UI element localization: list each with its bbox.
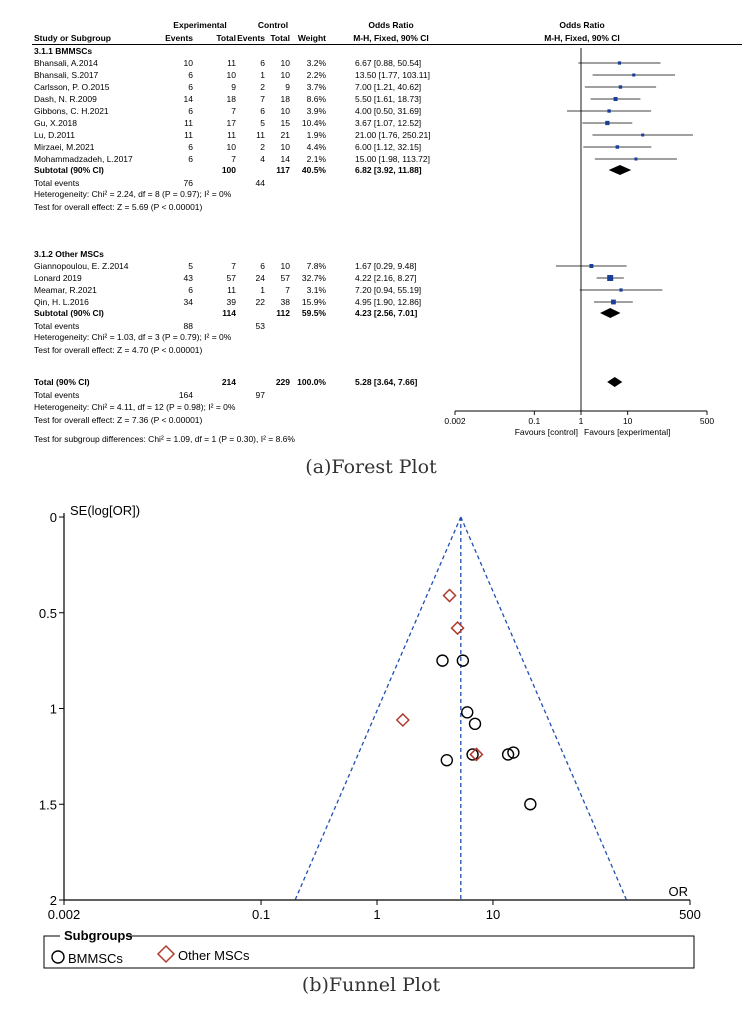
forest-x-tick-label: 500 [699, 416, 715, 426]
header-total-exp: Total [216, 33, 236, 43]
funnel-right-limit [461, 517, 627, 900]
total-events-label: Total events [34, 178, 80, 188]
header-control: Control [257, 20, 289, 30]
study-weight: 2.2% [306, 70, 326, 80]
study-marker [607, 109, 610, 112]
header-events-exp: Events [165, 33, 193, 43]
total-weight: 100.0% [297, 377, 326, 387]
funnel-point-bmmsc [457, 655, 468, 666]
study-ctrl-total: 10 [280, 58, 290, 68]
legend-label-other-msc: Other MSCs [178, 948, 250, 963]
total-label: Total (90% CI) [34, 377, 90, 387]
study-weight: 7.8% [306, 261, 326, 271]
study-ctrl-total: 7 [285, 285, 290, 295]
total-events-exp: 88 [183, 321, 193, 331]
study-exp-events: 6 [188, 142, 193, 152]
study-ctrl-events: 2 [260, 142, 265, 152]
study-exp-total: 7 [231, 154, 236, 164]
study-exp-events: 43 [183, 273, 193, 283]
forest-x-tick-label: 10 [622, 416, 633, 426]
study-exp-events: 11 [184, 118, 193, 128]
funnel-point-bmmsc [470, 718, 481, 729]
study-name: Gu, X.2018 [34, 118, 78, 128]
funnel-x-tick-label: 500 [679, 907, 701, 922]
study-marker [618, 61, 621, 64]
total-diamond [607, 377, 622, 387]
study-exp-total: 10 [226, 142, 236, 152]
funnel-y-axis-label: SE(log[OR]) [70, 503, 141, 518]
total-exp-total: 214 [221, 377, 236, 387]
study-ctrl-total: 15 [280, 118, 290, 128]
subtotal-ctrl-total: 112 [276, 308, 290, 318]
funnel-point-other-msc [397, 714, 409, 726]
study-weight: 3.7% [306, 82, 326, 92]
funnel-point-bmmsc [525, 799, 536, 810]
forest-plot [0, 0, 742, 450]
study-ctrl-total: 10 [280, 261, 290, 271]
study-ctrl-total: 57 [280, 273, 290, 283]
funnel-point-other-msc [452, 622, 464, 634]
study-marker [614, 97, 618, 101]
subgroup-title: 3.1.1 BMMSCs [34, 46, 93, 56]
funnel-x-tick-label: 0.002 [47, 907, 81, 922]
subgroup-title: 3.1.2 Other MSCs [34, 249, 104, 259]
subgroup-difference-text: Test for subgroup differences: Chi² = 1.09, df = 1 (P = 0.30), I² = 8.6% [34, 434, 295, 444]
header-study: Study or Subgroup [34, 33, 111, 43]
legend-circle-icon [52, 951, 64, 963]
study-weight: 8.6% [306, 94, 326, 104]
subtotal-weight: 59.5% [301, 308, 326, 318]
funnel-x-tick-label: 10 [485, 907, 501, 922]
heterogeneity-text: Heterogeneity: Chi² = 2.24, df = 8 (P = 0.97); I² = 0% [34, 189, 232, 199]
forest-x-tick-label: 0.1 [528, 416, 541, 426]
study-or-ci: 13.50 [1.77, 103.11] [355, 70, 430, 80]
funnel-y-tick-label: 0.5 [38, 605, 57, 621]
study-exp-events: 5 [188, 261, 193, 271]
study-name: Bhansali, A.2014 [34, 58, 98, 68]
funnel-y-tick-label: 1 [49, 701, 57, 717]
subtotal-exp-total: 114 [222, 308, 236, 318]
study-marker [634, 157, 637, 160]
study-name: Qin, H. L.2016 [34, 297, 89, 307]
funnel-point-bmmsc [437, 655, 448, 666]
study-marker [616, 145, 619, 148]
study-marker [632, 73, 635, 76]
header-experimental: Experimental [173, 20, 227, 30]
funnel-x-axis-label: OR [668, 884, 688, 899]
study-ctrl-total: 10 [280, 70, 290, 80]
study-or-ci: 3.67 [1.07, 12.52] [355, 118, 422, 128]
study-weight: 3.1% [306, 285, 326, 295]
study-name: Dash, N. R.2009 [34, 94, 97, 104]
study-exp-events: 6 [188, 285, 193, 295]
study-ctrl-events: 1 [260, 70, 265, 80]
study-exp-events: 6 [188, 82, 193, 92]
header-total-ctrl: Total [270, 33, 290, 43]
study-name: Lu, D.2011 [34, 130, 75, 140]
study-ctrl-events: 6 [260, 106, 265, 116]
study-ctrl-total: 9 [285, 82, 290, 92]
funnel-point-bmmsc [467, 749, 478, 760]
study-weight: 32.7% [301, 273, 326, 283]
subtotal-diamond [609, 165, 631, 175]
study-or-ci: 4.22 [2.16, 8.27] [355, 273, 417, 283]
study-weight: 15.9% [301, 297, 326, 307]
study-weight: 1.9% [306, 130, 326, 140]
study-ctrl-events: 6 [260, 58, 265, 68]
study-exp-total: 17 [226, 118, 236, 128]
study-exp-total: 39 [226, 297, 236, 307]
study-ctrl-events: 24 [255, 273, 265, 283]
study-exp-events: 6 [188, 154, 193, 164]
total-events-exp: 76 [183, 178, 193, 188]
study-ctrl-events: 6 [260, 261, 265, 271]
favours-control-label: Favours [control] [514, 427, 578, 437]
funnel-x-tick-label: 0.1 [251, 907, 271, 922]
forest-x-tick-label: 1 [578, 416, 584, 426]
total-events-label: Total events [34, 321, 80, 331]
study-name: Bhansali, S.2017 [34, 70, 99, 80]
study-ctrl-events: 2 [260, 82, 265, 92]
study-ctrl-events: 1 [260, 285, 265, 295]
header-weight: Weight [297, 33, 326, 43]
study-marker [607, 275, 613, 281]
forest-plot-caption: (a)Forest Plot [305, 456, 437, 478]
study-exp-events: 34 [183, 297, 193, 307]
study-exp-total: 11 [227, 285, 236, 295]
funnel-point-bmmsc [462, 707, 473, 718]
study-name: Giannopoulou, E. Z.2014 [34, 261, 129, 271]
study-weight: 3.2% [306, 58, 326, 68]
overall-test-text: Test for overall effect: Z = 7.36 (P < 0.00001) [34, 415, 203, 425]
study-ctrl-total: 21 [280, 130, 290, 140]
subtotal-label: Subtotal (90% CI) [34, 165, 104, 175]
study-or-ci: 4.95 [1.90, 12.86] [355, 297, 422, 307]
study-ctrl-total: 10 [280, 142, 290, 152]
study-marker [641, 134, 644, 137]
funnel-left-limit [295, 517, 461, 900]
study-or-ci: 15.00 [1.98, 113.72] [355, 154, 430, 164]
overall-total-events-ctrl: 97 [255, 390, 265, 400]
subtotal-weight: 40.5% [301, 165, 326, 175]
study-or-ci: 21.00 [1.76, 250.21] [355, 130, 431, 140]
subtotal-or-ci: 6.82 [3.92, 11.88] [355, 165, 422, 175]
study-ctrl-events: 4 [260, 154, 265, 164]
study-or-ci: 5.50 [1.61, 18.73] [355, 94, 422, 104]
forest-x-tick-label: 0.002 [444, 416, 466, 426]
funnel-plot-caption: (b)Funnel Plot [301, 974, 441, 996]
funnel-point-bmmsc [441, 755, 452, 766]
study-or-ci: 6.00 [1.12, 32.15] [355, 142, 422, 152]
subtotal-ctrl-total: 117 [276, 165, 290, 175]
total-ctrl-total: 229 [275, 377, 290, 387]
study-weight: 10.4% [301, 118, 326, 128]
study-ctrl-total: 10 [280, 106, 290, 116]
study-or-ci: 6.67 [0.88, 50.54] [355, 58, 422, 68]
legend-frame [44, 936, 694, 968]
funnel-y-tick-label: 2 [49, 893, 57, 908]
legend-label-bmmsc: BMMSCs [68, 951, 123, 966]
study-name: Mirzaei, M.2021 [34, 142, 95, 152]
legend-title: Subgroups [64, 928, 133, 943]
heterogeneity-text: Heterogeneity: Chi² = 1.03, df = 3 (P = 0.79); I² = 0% [34, 332, 232, 342]
subtotal-diamond [600, 308, 620, 318]
study-exp-total: 18 [226, 94, 236, 104]
overall-total-events-label: Total events [34, 390, 80, 400]
study-marker [619, 288, 622, 291]
study-or-ci: 7.00 [1.21, 40.62] [355, 82, 422, 92]
study-marker [605, 121, 609, 125]
study-ctrl-events: 5 [260, 118, 265, 128]
subtotal-exp-total: 100 [221, 165, 236, 175]
study-exp-total: 11 [227, 58, 236, 68]
subtotal-or-ci: 4.23 [2.56, 7.01] [355, 308, 418, 318]
header-method-plot: M-H, Fixed, 90% CI [544, 33, 620, 43]
study-exp-total: 11 [227, 130, 236, 140]
overall-heterogeneity-text: Heterogeneity: Chi² = 4.11, df = 12 (P = 0.98); I² = 0% [34, 402, 236, 412]
study-or-ci: 7.20 [0.94, 55.19] [355, 285, 422, 295]
study-exp-events: 14 [183, 94, 193, 104]
study-name: Meamar, R.2021 [34, 285, 97, 295]
header-odds-ratio: Odds Ratio [368, 20, 414, 30]
study-weight: 3.9% [306, 106, 326, 116]
funnel-point-other-msc [444, 590, 456, 602]
study-exp-total: 7 [231, 261, 236, 271]
study-exp-events: 11 [184, 130, 193, 140]
study-name: Mohammadzadeh, L.2017 [34, 154, 133, 164]
overall-effect-text: Test for overall effect: Z = 5.69 (P < 0.00001) [34, 202, 203, 212]
subtotal-label: Subtotal (90% CI) [34, 308, 104, 318]
study-weight: 2.1% [306, 154, 326, 164]
study-name: Lonard 2019 [34, 273, 82, 283]
legend-diamond-icon [158, 946, 174, 962]
study-exp-total: 57 [226, 273, 236, 283]
total-events-ctrl: 44 [255, 178, 265, 188]
study-ctrl-events: 7 [260, 94, 265, 104]
study-exp-events: 10 [183, 58, 193, 68]
study-ctrl-events: 22 [255, 297, 265, 307]
study-ctrl-total: 38 [280, 297, 290, 307]
study-weight: 4.4% [306, 142, 326, 152]
funnel-y-tick-label: 0 [49, 510, 57, 525]
funnel-x-tick-label: 1 [373, 907, 381, 922]
favours-experimental-label: Favours [experimental] [584, 427, 671, 437]
study-exp-total: 10 [226, 70, 236, 80]
overall-total-events-exp: 164 [178, 390, 193, 400]
funnel-y-tick-label: 1.5 [38, 797, 57, 813]
header-method: M-H, Fixed, 90% CI [353, 33, 429, 43]
header-odds-ratio-plot: Odds Ratio [559, 20, 605, 30]
study-or-ci: 1.67 [0.29, 9.48] [355, 261, 417, 271]
study-marker [589, 264, 593, 268]
study-ctrl-total: 18 [280, 94, 290, 104]
study-exp-total: 9 [231, 82, 236, 92]
funnel-legend [44, 928, 694, 968]
study-name: Gibbons, C. H.2021 [34, 106, 109, 116]
study-ctrl-events: 11 [256, 130, 265, 140]
study-marker [619, 85, 622, 88]
study-marker [611, 300, 616, 305]
study-exp-events: 6 [188, 70, 193, 80]
funnel-plot [0, 495, 742, 975]
study-name: Carlsson, P. O.2015 [34, 82, 110, 92]
overall-effect-text: Test for overall effect: Z = 4.70 (P < 0.00001) [34, 345, 203, 355]
study-exp-total: 7 [231, 106, 236, 116]
study-exp-events: 6 [188, 106, 193, 116]
header-events-ctrl: Events [237, 33, 265, 43]
study-ctrl-total: 14 [280, 154, 290, 164]
total-or-ci: 5.28 [3.64, 7.66] [355, 377, 418, 387]
total-events-ctrl: 53 [255, 321, 265, 331]
study-or-ci: 4.00 [0.50, 31.69] [355, 106, 422, 116]
